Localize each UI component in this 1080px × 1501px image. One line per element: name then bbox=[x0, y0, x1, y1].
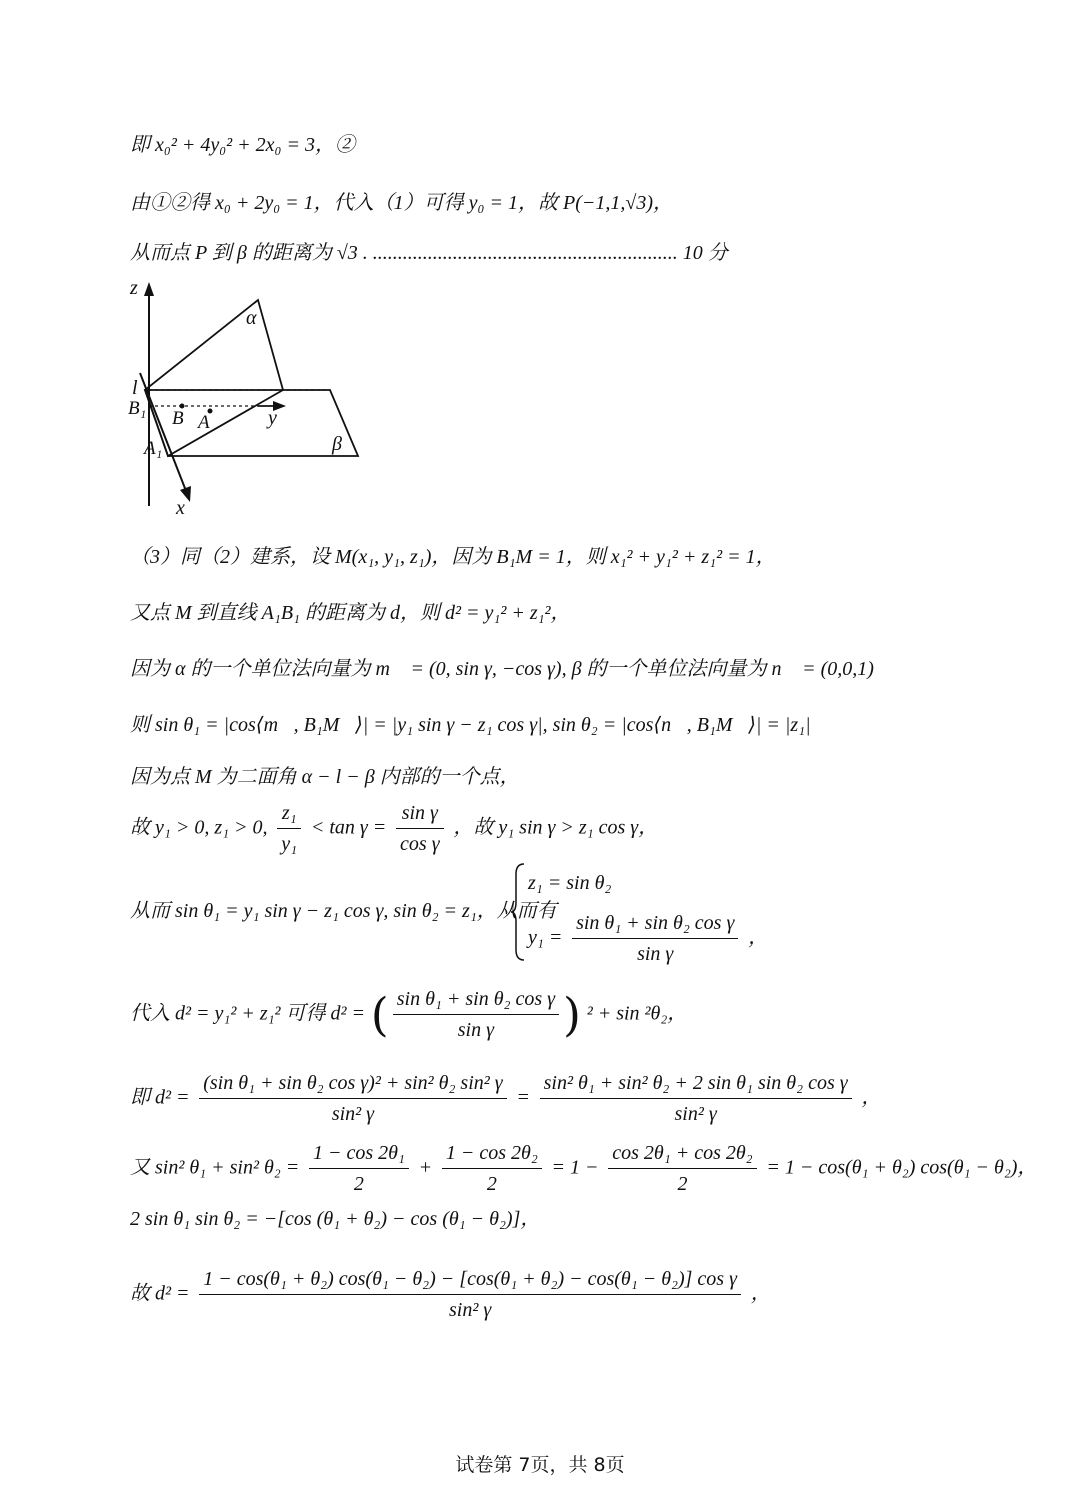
line-point-inside: 因为点 M 为二面角 α − l − β 内部的一个点， bbox=[130, 766, 520, 788]
line-equation-2: 即 x₀² + 4y₀² + 2x₀ = 3，② bbox=[130, 134, 355, 156]
line-normal-vectors: 因为 α 的一个单位法向量为 m⃗ = (0, sin γ, −cos γ), β 的一个单位法向量为 n⃗ = (0,0,1)， bbox=[130, 658, 890, 680]
x-axis bbox=[140, 373, 188, 496]
line-system: 从而 sin θ₁ = y₁ sin γ − z₁ cos γ, sin θ₂ = z₁，从而有 bbox=[130, 900, 557, 922]
line-inequality: 故 y₁ > 0, z₁ > 0, $\frac{\text{z₁}}{\text{y₁}}$ < tan γ = $\frac{\text{sin γ}}{\text{cos γ}}$ ，故 y₁ sin γ > z₁ cos γ， bbox=[130, 802, 659, 855]
line-distance-result: 从而点 P 到 β 的距离为 √3 . ............................................................. 10 分 bbox=[130, 242, 728, 264]
system-eq2: y₁ = $\frac{\text{sin θ₁ + sin θ₂ cos γ}}{\text{sin γ}}$ ， bbox=[528, 912, 769, 965]
label-beta: β bbox=[332, 433, 342, 455]
label-b: B bbox=[172, 408, 184, 429]
fraction-d2-simplified: $\frac{\text{sin² θ₁ + sin² θ₂ + 2 sin θ₁ sin θ₂ cos γ}}{\text{sin² γ}}$ bbox=[540, 1070, 852, 1127]
system-brace bbox=[510, 862, 526, 962]
label-a1: A₁ bbox=[144, 438, 163, 459]
fraction-sin-cos: $\frac{\text{sin γ}}{\text{cos γ}}$ bbox=[396, 800, 444, 857]
fraction-d2-expanded: $\frac{\text{(sin θ₁ + sin θ₂ cos γ)² + sin² θ₂ sin² γ}}{\text{sin² γ}}$ bbox=[199, 1070, 506, 1127]
fraction-y1: $\frac{\text{sin θ₁ + sin θ₂ cos γ}}{\text{sin γ}}$ bbox=[572, 910, 738, 967]
line-sum-sin-squared: 又 sin² θ₁ + sin² θ₂ = $\frac{\text{1 − cos 2θ₁}}{2}$ + $\frac{\text{1 − cos 2θ₂}}{2}$ = 1 − $\frac{\text{cos 2θ₁ + cos 2θ₂}}{2}$ = 1 − cos(θ₁ + θ₂) cos(θ₁ − θ₂)， bbox=[130, 1142, 1038, 1195]
fraction-1-cos2theta2: $\frac{\text{1 − cos 2θ₂}}{2}$ bbox=[442, 1140, 542, 1197]
fraction-cos-sum: $\frac{\text{cos 2θ₁ + cos 2θ₂}}{2}$ bbox=[608, 1140, 756, 1197]
plane-alpha bbox=[145, 300, 283, 456]
label-z: z bbox=[130, 278, 138, 299]
label-alpha: α bbox=[246, 307, 257, 329]
label-y: y bbox=[268, 407, 277, 429]
fraction-z1-y1: $\frac{\text{z₁}}{\text{y₁}}$ bbox=[277, 800, 301, 857]
label-x: x bbox=[176, 497, 185, 518]
label-b1: B₁ bbox=[128, 398, 147, 419]
system-eq1: z₁ = sin θ₂ bbox=[528, 872, 612, 894]
line-sin-theta: 则 sin θ₁ = |cos⟨m⃗, B₁M⃗⟩| = |y₁ sin γ − z₁ cos γ|, sin θ₂ = |cos⟨n⃗, B₁M⃗⟩| = |z₁|， bbox=[130, 714, 827, 736]
line-part3-setup: （3）同（2）建系，设 M(x₁, y₁, z₁)，因为 B₁M = 1，则 x₁² + y₁² + z₁² = 1， bbox=[130, 546, 776, 568]
label-l: l bbox=[132, 377, 138, 399]
fraction-y1-expr: $\frac{\text{sin θ₁ + sin θ₂ cos γ}}{\text{sin γ}}$ bbox=[393, 986, 559, 1043]
line-final-d-squared: 故 d² = 1 − cos(θ₁ + θ₂) cos(θ₁ − θ₂) − [cos(θ₁ + θ₂) − cos(θ₁ − θ₂)] cos γ sin² γ ， bbox=[130, 1268, 771, 1321]
page-footer: 试卷第 7页，共 8页 bbox=[455, 1454, 625, 1476]
line-d-squared: 即 d² = $\frac{\text{(sin θ₁ + sin θ₂ cos γ)² + sin² θ₂ sin² γ}}{\text{sin² γ}}$ = $\frac{\text{sin² θ₁ + sin² θ₂ + 2 sin θ₁ sin θ₂ cos γ}}{\text{sin² γ}}$ ， bbox=[130, 1072, 882, 1125]
fraction-final: 1 − cos(θ₁ + θ₂) cos(θ₁ − θ₂) − [cos(θ₁ + θ₂) − cos(θ₁ − θ₂)] cos γ sin² γ bbox=[199, 1266, 741, 1323]
line-solve-p: 由①②得 x₀ + 2y₀ = 1，代入（1）可得 y₀ = 1，故 P(−1,1,√3)， bbox=[130, 192, 673, 214]
z-axis-arrow bbox=[144, 282, 154, 296]
line-distance-d: 又点 M 到直线 A₁B₁ 的距离为 d，则 d² = y₁² + z₁²， bbox=[130, 602, 571, 624]
label-a: A bbox=[198, 412, 210, 433]
line-substitute: 代入 d² = y₁² + z₁² 可得 d² = ( $\frac{\text{sin θ₁ + sin θ₂ cos γ}}{\text{sin γ}}$ ) ² + sin ²θ₂， bbox=[130, 987, 688, 1042]
fraction-1-cos2theta1: $\frac{\text{1 − cos 2θ₁}}{2}$ bbox=[309, 1140, 409, 1197]
line-product-identity: 2 sin θ₁ sin θ₂ = −[cos (θ₁ + θ₂) − cos (θ₁ − θ₂)]， bbox=[130, 1208, 541, 1230]
dihedral-angle-figure bbox=[118, 278, 368, 518]
